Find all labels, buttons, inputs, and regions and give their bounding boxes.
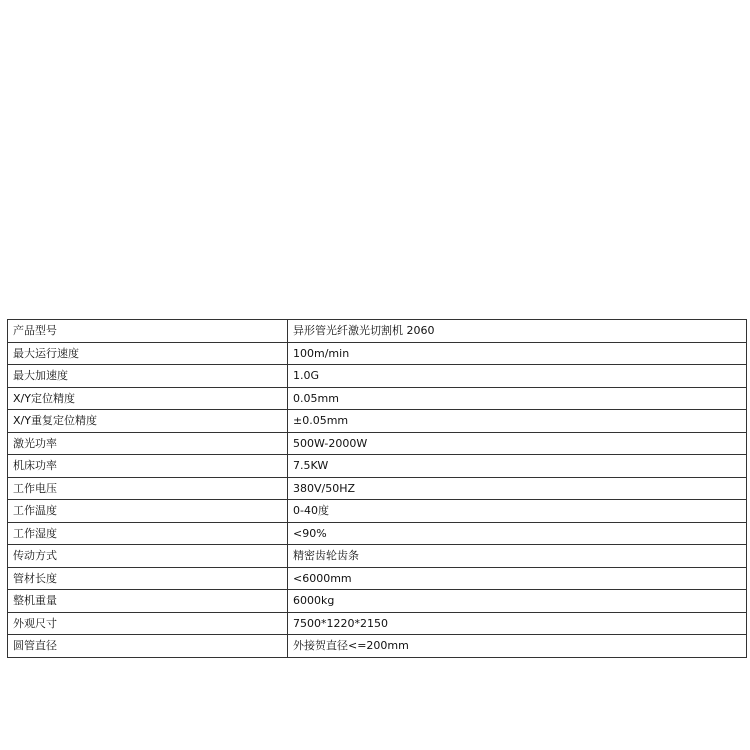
- table-row: [8, 387, 747, 410]
- table-row: [8, 567, 747, 590]
- table-row: [8, 500, 747, 523]
- spec-value: 异形管光纤激光切割机 2060: [288, 320, 747, 343]
- table-row: [8, 545, 747, 568]
- spec-value: 380V/50HZ: [288, 477, 747, 500]
- spec-label: 工作湿度: [8, 522, 288, 545]
- table-row: [8, 320, 747, 343]
- spec-label: 工作电压: [8, 477, 288, 500]
- table-row: [8, 635, 747, 658]
- spec-table: [7, 319, 747, 658]
- table-row: [8, 432, 747, 455]
- spec-value: 1.0G: [288, 365, 747, 388]
- spec-label: 管材长度: [8, 567, 288, 590]
- spec-value: 精密齿轮齿条: [288, 545, 747, 568]
- spec-label: X/Y重复定位精度: [8, 410, 288, 433]
- spec-label: 最大运行速度: [8, 342, 288, 365]
- spec-value: 外接贺直径<=200mm: [288, 635, 747, 658]
- table-row: [8, 365, 747, 388]
- spec-value: <6000mm: [288, 567, 747, 590]
- table-row: [8, 590, 747, 613]
- spec-label: 工作温度: [8, 500, 288, 523]
- spec-label: 传动方式: [8, 545, 288, 568]
- spec-value: 500W-2000W: [288, 432, 747, 455]
- spec-label: 激光功率: [8, 432, 288, 455]
- spec-value: 0.05mm: [288, 387, 747, 410]
- table-row: [8, 522, 747, 545]
- spec-table-body: [8, 320, 747, 658]
- spec-label: 最大加速度: [8, 365, 288, 388]
- table-row: [8, 410, 747, 433]
- spec-label: 整机重量: [8, 590, 288, 613]
- spec-label: 外观尺寸: [8, 612, 288, 635]
- table-row: [8, 612, 747, 635]
- spec-label: 机床功率: [8, 455, 288, 478]
- table-row: [8, 342, 747, 365]
- spec-value: <90%: [288, 522, 747, 545]
- table-row: [8, 477, 747, 500]
- spec-value: 0-40度: [288, 500, 747, 523]
- spec-value: ±0.05mm: [288, 410, 747, 433]
- spec-value: 7.5KW: [288, 455, 747, 478]
- spec-value: 100m/min: [288, 342, 747, 365]
- spec-label: 圆管直径: [8, 635, 288, 658]
- spec-value: 7500*1220*2150: [288, 612, 747, 635]
- table-row: [8, 455, 747, 478]
- spec-label: 产品型号: [8, 320, 288, 343]
- spec-label: X/Y定位精度: [8, 387, 288, 410]
- spec-value: 6000kg: [288, 590, 747, 613]
